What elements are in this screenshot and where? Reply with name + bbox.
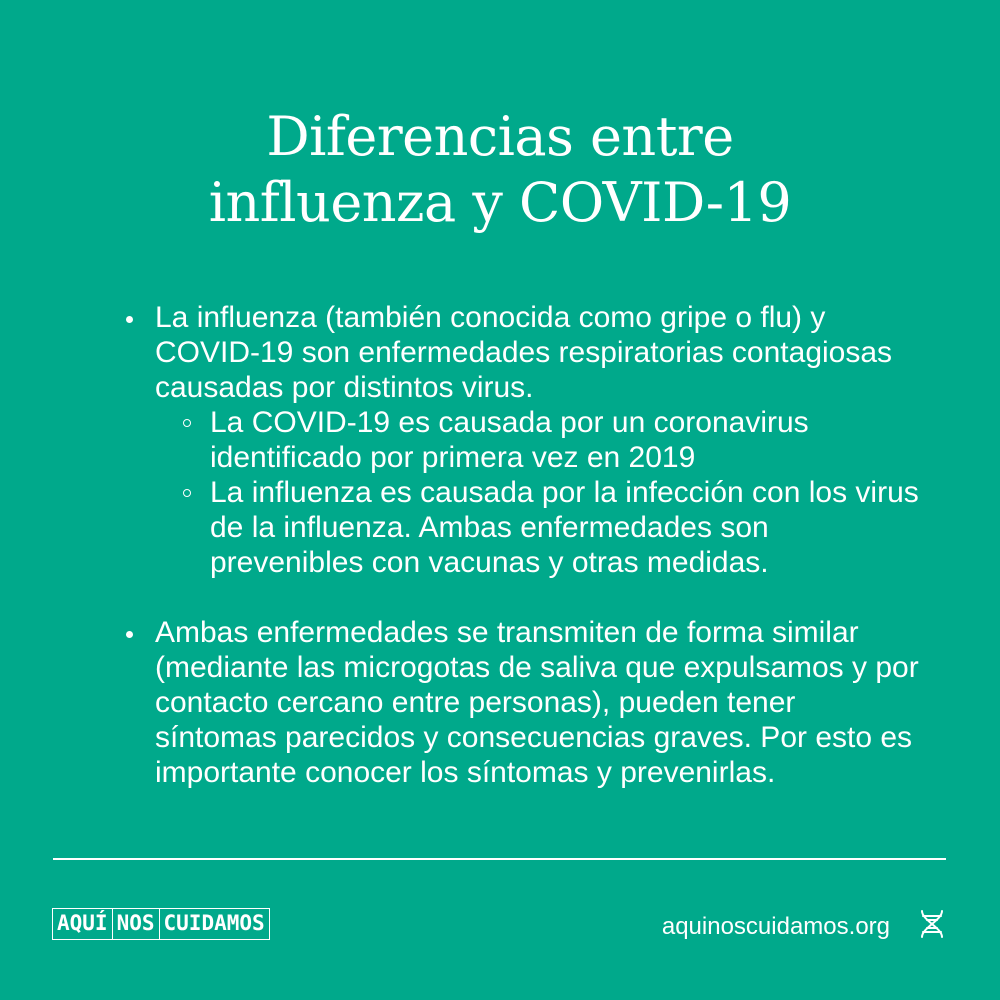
list-item [122,300,922,580]
list-item-text: La influenza (también conocida como gripe o flu) y COVID-19 son enfermedades respiratorias contagiosas causadas por distintos virus. [155,301,893,404]
bullet-circle-icon [183,489,191,497]
logo-word: AQUÍ [57,911,108,935]
logo [52,908,270,940]
dna-icon [916,908,948,940]
sub-list-item-text: La influenza es causada por la infección con los virus de la influenza. Ambas enfermedades son prevenibles con vacunas y otras medidas. [210,476,919,579]
logo-word: NOS [112,909,159,939]
page-title [0,104,1000,236]
logo-word: CUIDAMOS [159,909,269,939]
bullet-circle-icon [183,419,191,427]
bullet-dot-icon [126,631,133,638]
divider [53,858,946,860]
bullet-list [122,300,922,790]
title-line-2: influenza y COVID-19 [208,171,792,234]
bullet-dot-icon [126,316,133,323]
title-line-1: Diferencias entre [266,105,734,168]
list-item [122,615,922,790]
website-link[interactable]: aquinoscuidamos.org [661,913,890,940]
list-item-text: Ambas enfermedades se transmiten de forma similar (mediante las microgotas de saliva que expulsamos y por contacto cercano entre personas), pueden tener síntomas parecidos y consecuencias graves. Por esto es importante conocer los síntomas y prevenirlas. [155,616,919,789]
sub-list-item [210,405,922,475]
sub-list-item-text: La COVID-19 es causada por un coronavirus identificado por primera vez en 2019 [210,406,809,474]
sub-list-item [210,475,922,580]
